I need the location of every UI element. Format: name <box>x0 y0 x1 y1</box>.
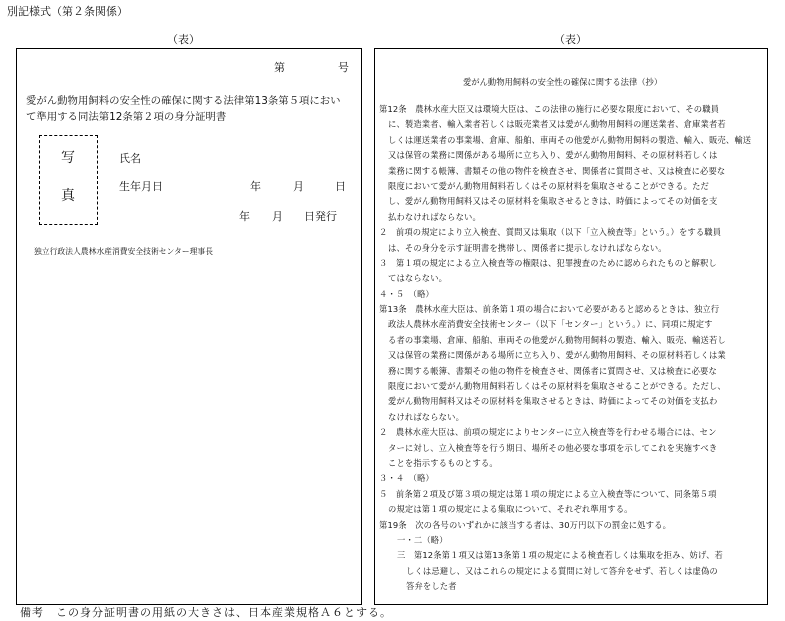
name-label: 氏名 <box>119 152 141 165</box>
front-card <box>16 48 362 605</box>
law-line: し、愛がん動物用飼料又はその原材料を集取させるときは、時価によってその対価を支 <box>388 196 718 207</box>
law-line: ４・５ （略） <box>379 288 434 299</box>
law-line: 又は保管の業務に関係がある場所に立ち入り、愛がん動物用飼料、その原材料若しくは <box>388 150 718 161</box>
law-line: に、製造業者、輸入業者若しくは販売業者又は愛がん動物用飼料の運送業者、倉庫業者若 <box>388 119 726 130</box>
back-card <box>374 48 768 605</box>
law-line: 愛がん動物用飼料又はその原材料を集取させるときは、時価によってその対価を支払わ <box>388 396 718 407</box>
photo-box <box>39 135 98 225</box>
law-line: ３・４ （略） <box>379 473 434 484</box>
certificate-title-line2: て準用する同法第12条第２項の身分証明書 <box>26 111 227 123</box>
photo-label-2: 真 <box>61 188 75 204</box>
footer-note: 備考 この身分証明書の用紙の大きさは、日本産業規格Ａ６とする。 <box>20 606 392 619</box>
law-line: ５ 前条第２項及び第３項の規定は第１項の規定による立入検査等について、同条第５項 <box>379 488 717 499</box>
law-line: の規定は第１項の規定による集取について、それぞれ準用する。 <box>388 504 633 515</box>
law-line: 務に関する帳簿、書類その他の物件を検査させ、関係者に質問させ、又は検査に必要な <box>388 365 717 376</box>
law-line: 一・二（略） <box>397 534 448 545</box>
law-line: てはならない。 <box>388 273 448 284</box>
dob-month: 月 <box>293 180 304 193</box>
dob-day: 日 <box>335 180 346 193</box>
law-line: ３ 第１項の規定による立入検査等の権限は、犯罪捜査のために認められたものと解釈し <box>379 257 717 268</box>
law-line: しくは運送業者の事業場、倉庫、船舶、車両その他愛がん動物用飼料の製造、輸入、販売、輸送 <box>388 134 752 145</box>
issuer: 独立行政法人農林水産消費安全技術センター理事長 <box>34 247 214 256</box>
law-line: ２ 前項の規定により立入検査、質問又は集取（以下「立入検査等」という。）をする職員 <box>379 227 722 238</box>
dob-year: 年 <box>250 180 261 193</box>
number-go: 号 <box>338 61 349 74</box>
law-line: 第19条 次の各号のいずれかに該当する者は、30万円以下の罰金に処する。 <box>379 519 672 530</box>
photo-label-1: 写 <box>61 150 75 166</box>
law-line: ことを指示するものとする。 <box>388 457 498 468</box>
law-line: ターに対し、立入検査等を行う期日、場所その他必要な事項を示してこれを実施すべき <box>388 442 718 453</box>
law-line: ２ 農林水産大臣は、前項の規定によりセンターに立入検査等を行わせる場合には、セン <box>379 427 717 438</box>
issue-day: 日発行 <box>304 210 337 223</box>
form-label: 別記様式（第２条関係） <box>7 5 128 18</box>
law-line: 払わなければならない。 <box>388 211 481 222</box>
law-line: 又は保管の業務に関係がある場所に立ち入り、愛がん動物用飼料、その原材料若しくは業 <box>388 350 726 361</box>
law-heading: 愛がん動物用飼料の安全性の確保に関する法律（抄） <box>463 77 663 87</box>
issue-year: 年 <box>239 210 250 223</box>
law-line: は、その身分を示す証明書を携帯し、関係者に提示しなければならない。 <box>388 242 667 253</box>
law-line: 業務に関する帳簿、書類その他の物件を検査させ、関係者に質問させ、又は検査に必要な <box>388 165 726 176</box>
law-line: 限度において愛がん動物用飼料若しくはその原材料を集取させることができる。ただ <box>388 180 709 191</box>
law-line: しくは忌避し、又はこれらの規定による質問に対して答弁をせず、若しくは虚偽の <box>406 565 718 576</box>
law-line: 政法人農林水産消費安全技術センター（以下「センター」という。）に、同項に規定す <box>388 319 713 330</box>
certificate-title-line1: 愛がん動物用飼料の安全性の確保に関する法律第13条第５項におい <box>26 95 341 107</box>
law-line: る者の事業場、倉庫、船舶、車両その他愛がん動物用飼料の製造、輸入、販売、輸送若し <box>388 334 726 345</box>
issue-month: 月 <box>272 210 283 223</box>
back-label: （表） <box>554 33 587 46</box>
law-text <box>379 102 751 595</box>
law-line: なければならない。 <box>388 411 465 422</box>
law-line: 三 第12条第１項又は第13条第１項の規定による検査若しくは集取を拒み、妨げ、若 <box>397 550 723 561</box>
front-label: （表） <box>167 33 200 46</box>
law-line: 限度において愛がん動物用飼料若しくはその原材料を集取させることができる。ただし、 <box>388 381 726 392</box>
law-line: 第12条 農林水産大臣又は環境大臣は、この法律の施行に必要な限度において、その職員 <box>379 104 720 114</box>
law-line: 答弁をした者 <box>406 581 457 592</box>
number-dai: 第 <box>274 61 285 74</box>
law-line: 第13条 農林水産大臣は、前条第１項の場合において必要があると認めるときは、独立行 <box>379 304 720 315</box>
dob-label: 生年月日 <box>119 180 163 193</box>
